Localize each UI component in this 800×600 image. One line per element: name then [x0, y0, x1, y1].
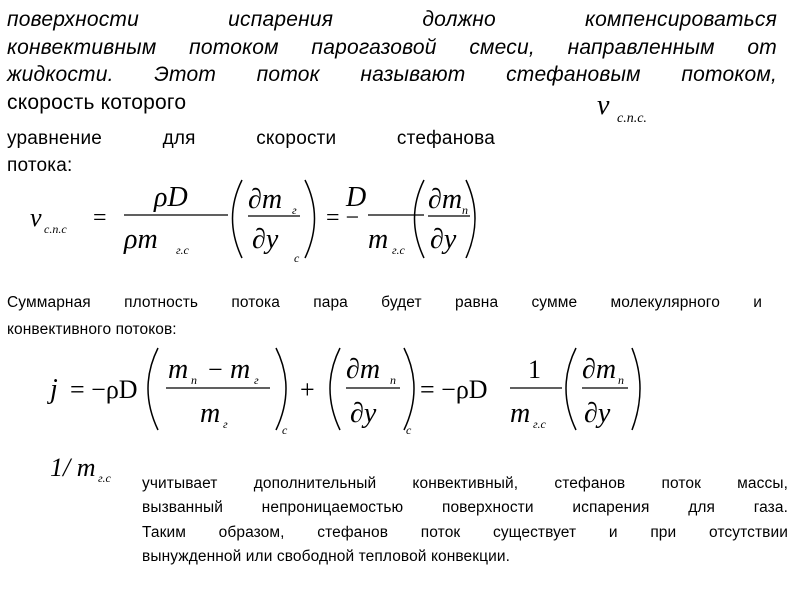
paragraph-total-flux	[7, 289, 762, 343]
inverse-subscript: г.с	[98, 471, 111, 485]
eq2-num-a-sub: п	[191, 373, 197, 387]
eq1-deriv2-den: ∂y	[430, 224, 457, 255]
text-line: учитывает дополнительный конвективный, стефанов поток массы,	[142, 475, 788, 492]
equation-total-flux	[48, 346, 648, 436]
text-line: Таким образом, стефанов поток существует и при отсутствии	[142, 523, 788, 541]
eq2-deriv2-den: ∂y	[584, 398, 611, 429]
eq1-deriv2-num-sub: п	[462, 203, 468, 217]
text-line: поверхности испарения должно компенсироваться	[7, 8, 777, 31]
eq1-lhs-sub: с.п.с	[44, 222, 67, 236]
eq2-one: 1	[528, 355, 541, 384]
eq2-left-paren	[148, 348, 158, 430]
eq2-plus: +	[300, 375, 315, 404]
paragraph-equation-intro	[7, 125, 495, 179]
text-line: конвективного потоков:	[7, 321, 177, 338]
eq2-deriv-num: ∂m	[346, 354, 381, 385]
eq1-num2: D	[346, 182, 367, 213]
text-line: конвективным потоком парогазовой смеси, направленным от	[7, 35, 777, 59]
eq1-num1: ρD	[154, 182, 188, 213]
text-line: вынужденной или свободной тепловой конвекции.	[142, 547, 511, 565]
text-line: скорость которого	[7, 90, 187, 114]
eq1-den2: m	[368, 224, 389, 255]
inverse-mass-symbol	[48, 450, 138, 490]
eq1-paren-sub: c	[294, 251, 300, 265]
text-line: потока:	[7, 155, 73, 176]
equation-stefan-velocity	[28, 178, 478, 268]
eq1-deriv-num: ∂m	[248, 184, 283, 215]
eq2-deriv-num-sub: п	[390, 373, 396, 387]
eq1-den1: ρm	[124, 224, 158, 255]
eq2-num-b: m	[230, 354, 251, 385]
eq1-deriv-num-sub: г	[292, 203, 297, 217]
eq1-equals: =	[93, 205, 107, 231]
eq1-right-paren	[305, 180, 315, 258]
eq2-paren-sub-2: c	[406, 423, 412, 437]
eq1-den2-sub: г.с	[392, 243, 405, 257]
eq2-left-paren-3	[566, 348, 576, 430]
eq1-left-paren	[233, 180, 243, 258]
eq2-right-paren-2	[404, 348, 414, 430]
inverse-text: 1/ m	[50, 453, 96, 482]
eq2-rhs-den: m	[510, 398, 531, 429]
text-line: жидкости. Этот поток называют стефановым потоком,	[7, 63, 777, 86]
eq1-deriv2-num: ∂m	[428, 184, 463, 215]
eq2-right-paren	[276, 348, 286, 430]
eq2-deriv-den: ∂y	[350, 398, 377, 429]
eq1-lhs: v	[30, 203, 42, 232]
eq2-left-paren-2	[330, 348, 340, 430]
eq2-den-sub: г	[223, 417, 228, 431]
eq2-equals: = −ρD	[70, 375, 138, 404]
eq2-den: m	[200, 398, 221, 429]
eq2-lhs: j	[50, 374, 58, 405]
eq1-den1-sub: г.с	[176, 243, 189, 257]
eq1-equals-minus-visible: = −	[326, 205, 360, 231]
eq1-deriv-den: ∂y	[252, 224, 279, 255]
text-line: уравнение для скорости стефанова	[7, 128, 495, 149]
text-line: вызванный непроницаемостью поверхности испарения для газа.	[142, 499, 788, 517]
paragraph-conclusion	[142, 472, 788, 569]
velocity-base: v	[597, 90, 610, 121]
eq1-right-paren-2	[466, 180, 475, 258]
eq2-num-a: m	[168, 354, 189, 385]
eq2-deriv2-num-sub: п	[618, 373, 624, 387]
eq2-right-paren-3	[632, 348, 640, 430]
eq2-rhs-den-sub: г.с	[533, 417, 546, 431]
eq1-left-paren-2	[415, 180, 425, 258]
eq2-minus: −	[208, 355, 223, 384]
eq2-equals-2: = −ρD	[420, 375, 488, 404]
velocity-symbol	[595, 90, 705, 130]
eq2-paren-sub: c	[282, 423, 288, 437]
eq2-num-b-sub: г	[254, 373, 259, 387]
text-line: Суммарная плотность потока пара будет равна сумме молекулярного и	[7, 294, 762, 311]
eq2-deriv2-num: ∂m	[582, 354, 617, 385]
velocity-subscript: с.п.с.	[617, 111, 647, 126]
